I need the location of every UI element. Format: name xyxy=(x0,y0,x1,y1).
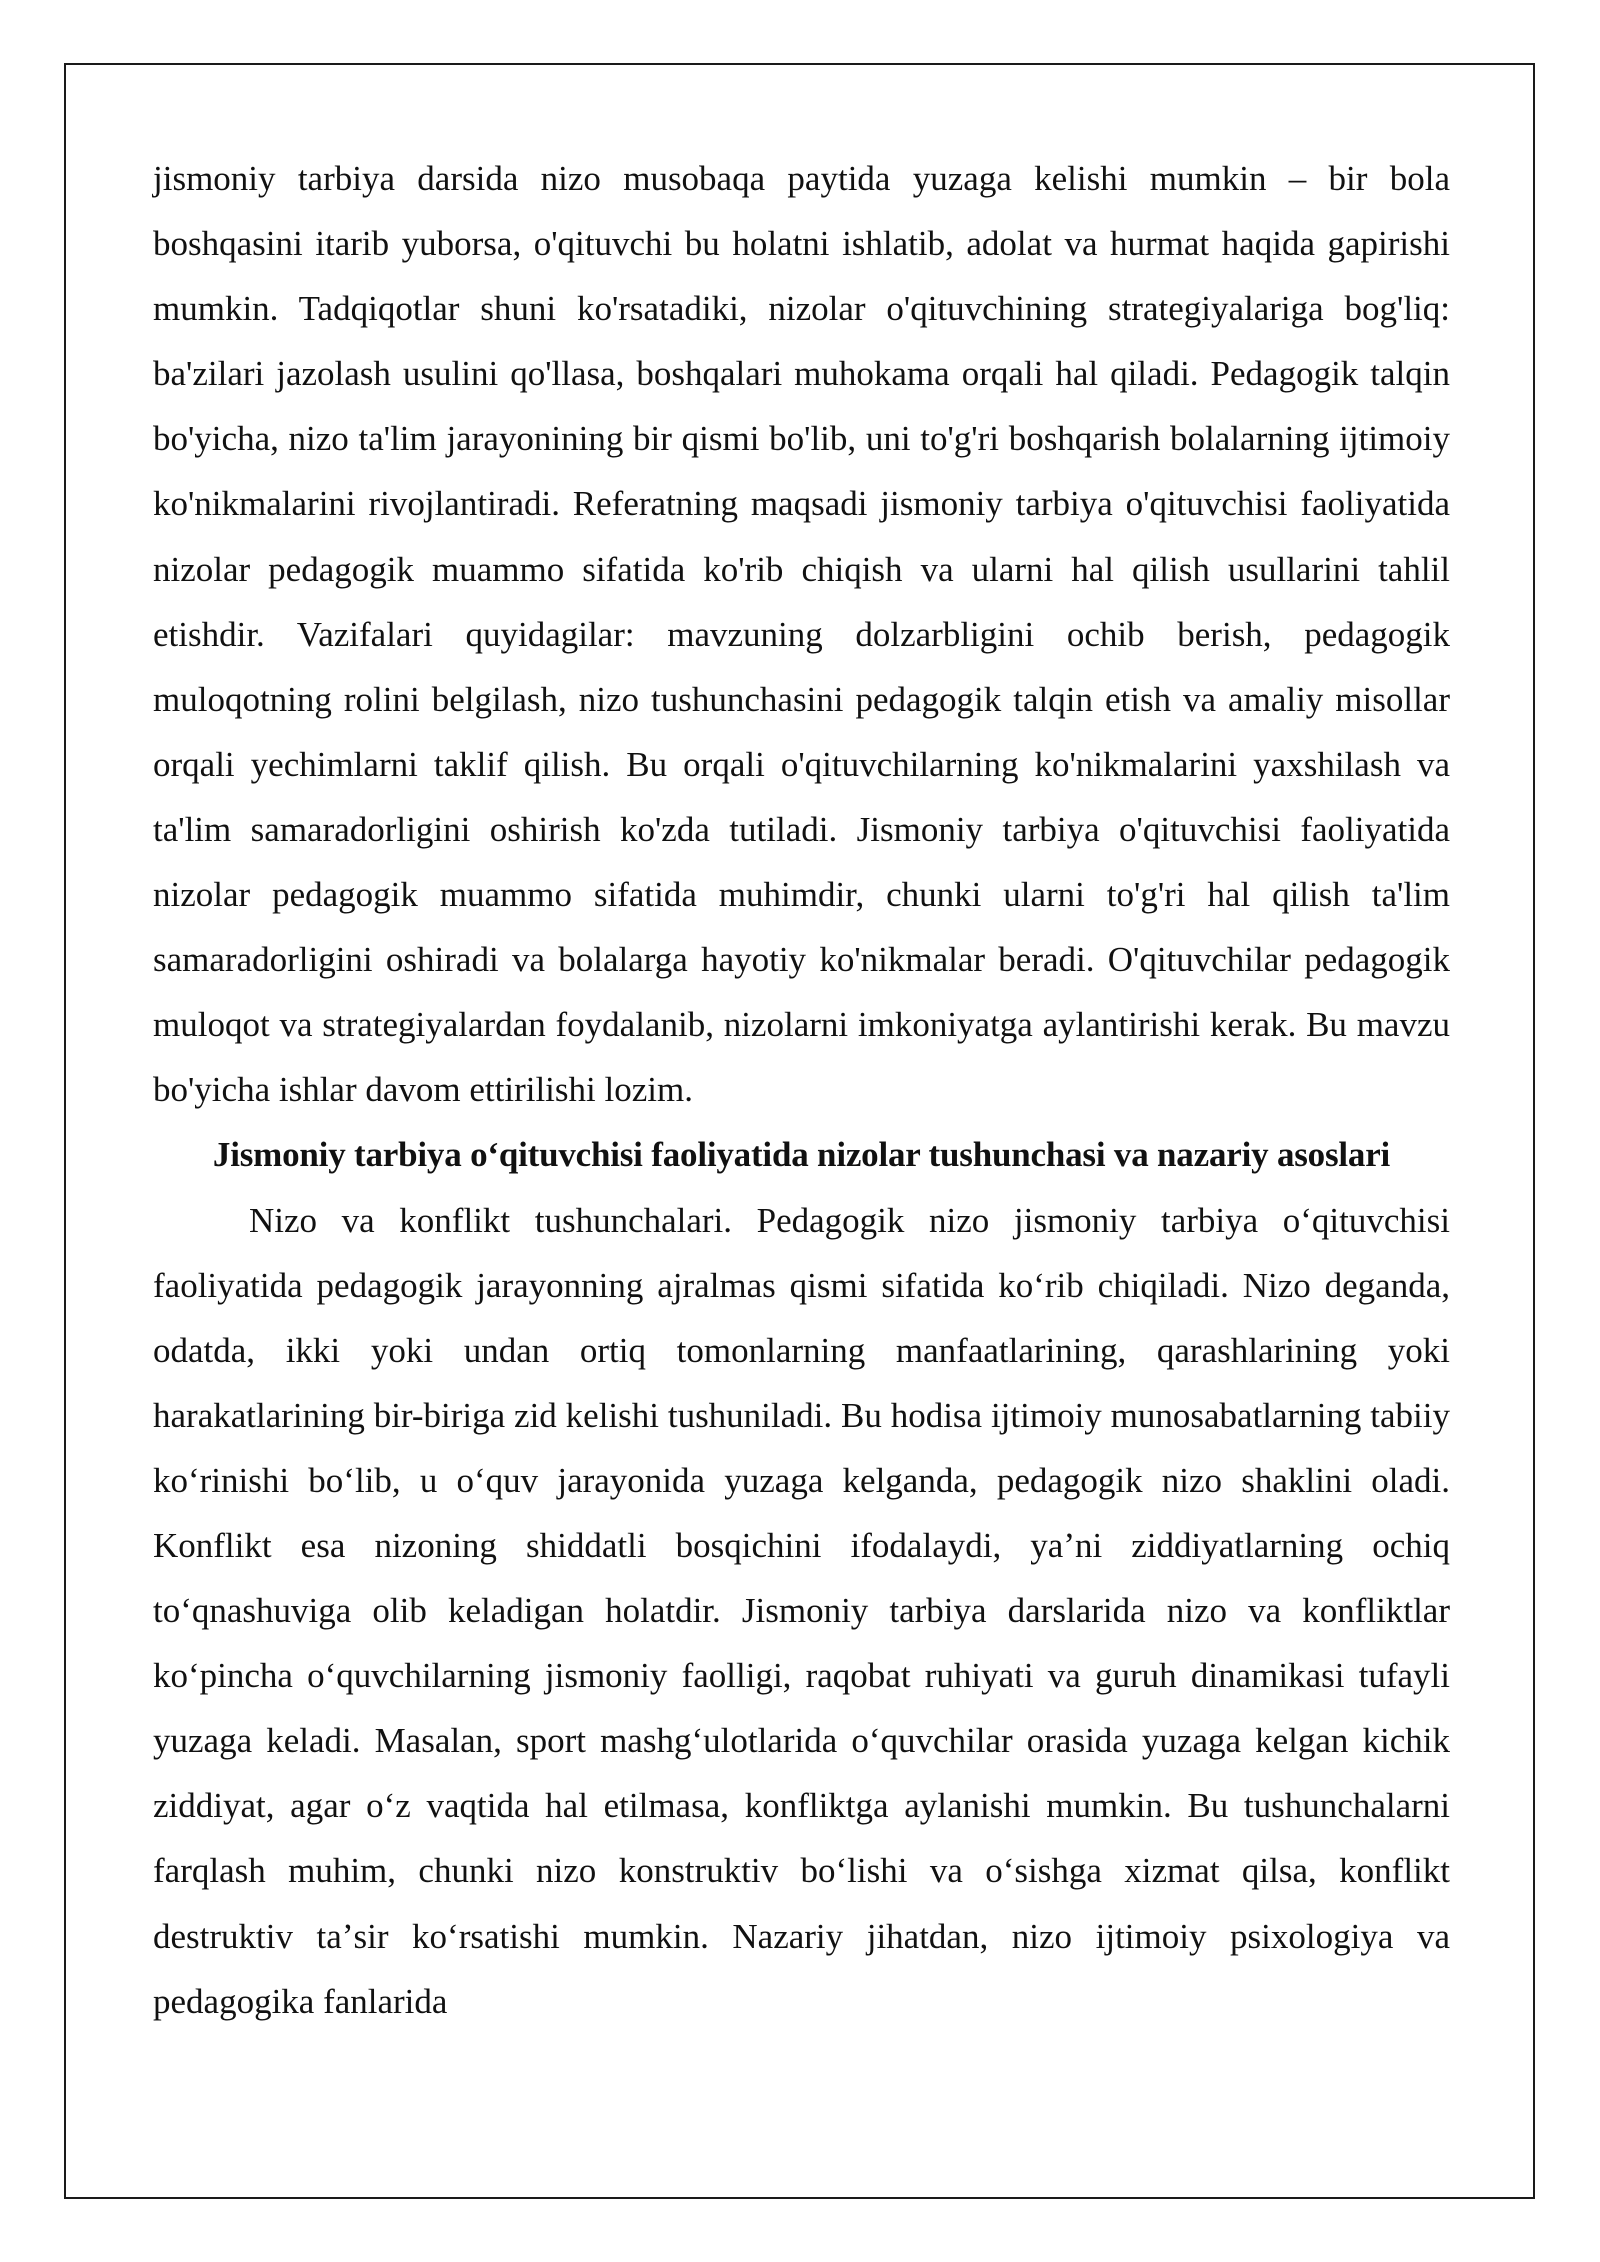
paragraph-intro: jismoniy tarbiya darsida nizo musobaqa paytida yuzaga kelishi mumkin – bir bola boshqasini itarib yuborsa, o'qituvchi bu holatni ishlatib, adolat va hurmat haqida gapirishi mumkin. Tadqiqotlar shuni ko'rsatadiki, nizolar o'qituvchining strategiyalariga bog'liq: ba'zilari jazolash usulini qo'llasa, boshqalari muhokama orqali hal qiladi. Pedagogik talqin bo'yicha, nizo ta'lim jarayonining bir qismi bo'lib, uni to'g'ri boshqarish bolalarning ijtimoiy ko'nikmalarini rivojlantiradi. Referatning maqsadi jismoniy tarbiya o'qituvchisi faoliyatida nizolar pedagogik muammo sifatida ko'rib chiqish va ularni hal qilish usullarini tahlil etishdir. Vazifalari quyidagilar: mavzuning dolzarbligini ochib berish, pedagogik muloqotning rolini belgilash, nizo tushunchasini pedagogik talqin etish va amaliy misollar orqali yechimlarni taklif qilish. Bu orqali o'qituvchilarning ko'nikmalarini yaxshilash va ta'lim samaradorligini oshirish ko'zda tutiladi. Jismoniy tarbiya o'qituvchisi faoliyatida nizolar pedagogik muammo sifatida muhimdir, chunki ularni to'g'ri hal qilish ta'lim samaradorligini oshiradi va bolalarga hayotiy ko'nikmalar beradi. O'qituvchilar pedagogik muloqot va strategiyalardan foydalanib, nizolarni imkoniyatga aylantirishi kerak. Bu mavzu bo'yicha ishlar davom ettirilishi lozim. xyxy=(153,159,1450,1110)
section-heading: Jismoniy tarbiya oʻqituvchisi faoliyatida nizolar tushunchasi va nazariy asoslari xyxy=(212,1135,1391,1175)
document-body xyxy=(153,146,1450,2034)
paragraph-concepts: Nizo va konflikt tushunchalari. Pedagogik nizo jismoniy tarbiya oʻqituvchisi faoliyatida pedagogik jarayonning ajralmas qismi sifatida koʻrib chiqiladi. Nizo deganda, odatda, ikki yoki undan ortiq tomonlarning manfaatlarining, qarashlarining yoki harakatlarining bir-biriga zid kelishi tushuniladi. Bu hodisa ijtimoiy munosabatlarning tabiiy koʻrinishi boʻlib, u oʻquv jarayonida yuzaga kelganda, pedagogik nizo shaklini oladi. Konflikt esa nizoning shiddatli bosqichini ifodalaydi, yaʼni ziddiyatlarning ochiq toʻqnashuviga olib keladigan holatdir. Jismoniy tarbiya darslarida nizo va konfliktlar koʻpincha oʻquvchilarning jismoniy faolligi, raqobat ruhiyati va guruh dinamikasi tufayli yuzaga keladi. Masalan, sport mashgʻulotlarida oʻquvchilar orasida yuzaga kelgan kichik ziddiyat, agar oʻz vaqtida hal etilmasa, konfliktga aylanishi mumkin. Bu tushunchalarni farqlash muhim, chunki nizo konstruktiv boʻlishi va oʻsishga xizmat qilsa, konflikt destruktiv taʼsir koʻrsatishi mumkin. Nazariy jihatdan, nizo ijtimoiy psixologiya va pedagogika fanlarida xyxy=(153,1200,1450,2021)
